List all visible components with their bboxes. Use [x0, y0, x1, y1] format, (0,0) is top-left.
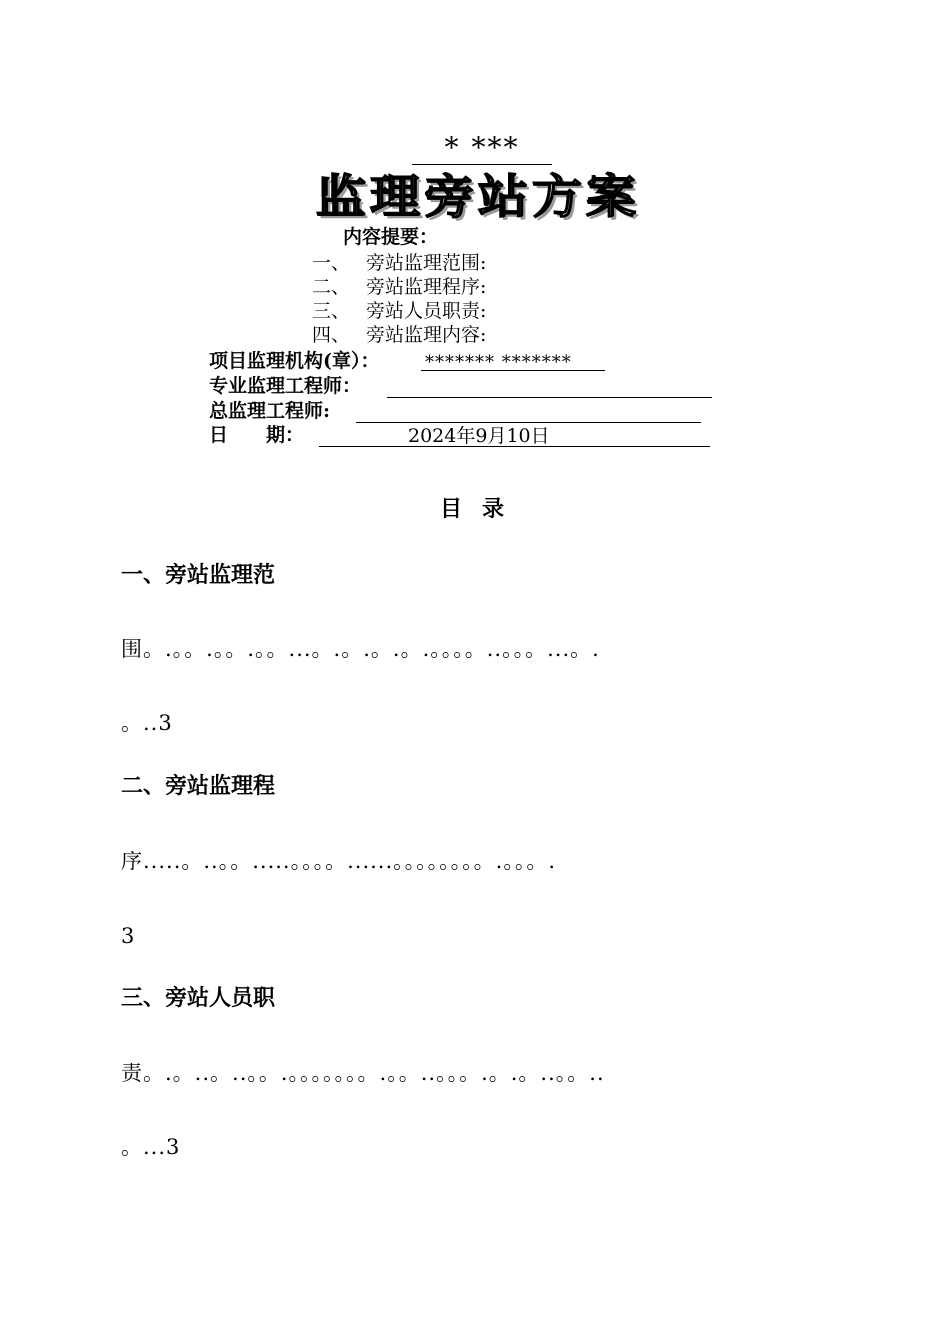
- date-field-value: 2024年9月10日: [408, 425, 550, 447]
- chief-field-line: [356, 404, 701, 423]
- summary-item-text: 旁站监理程序:: [366, 276, 487, 298]
- summary-item-number: 三、: [312, 300, 351, 322]
- main-title: 监理旁站方案: [316, 169, 640, 224]
- toc-entry-page: 。..3: [121, 713, 173, 734]
- toc-entry-leader: 序.....。..。。.....。。。。......。。。。。。。。.。。。.: [121, 851, 557, 872]
- org-field-value: ******* *******: [425, 352, 572, 373]
- summary-item: [312, 326, 486, 345]
- summary-item: [312, 278, 486, 297]
- toc-entry-page: 3: [121, 926, 136, 947]
- toc-entry-leader: 围。.。。.。。.。。...。.。.。.。.。。。。..。。。...。.: [121, 639, 600, 660]
- engineer-field-line: [387, 379, 712, 398]
- toc-entry-page: 。...3: [121, 1137, 181, 1158]
- summary-item-number: 一、: [312, 252, 351, 274]
- toc-entry-heading: 二、旁站监理程: [121, 773, 276, 799]
- summary-item: [312, 302, 486, 321]
- org-field-label: 项目监理机构(章）：: [209, 350, 380, 372]
- summary-item-number: 四、: [312, 324, 351, 346]
- title-stars: * ***: [412, 134, 552, 165]
- toc-entry-heading: 一、旁站监理范: [121, 562, 276, 588]
- summary-item-text: 旁站监理范围:: [366, 252, 487, 274]
- engineer-field-label: 专业监理工程师：: [209, 375, 362, 397]
- summary-item-text: 旁站监理内容:: [366, 324, 487, 346]
- toc-title: 目录: [440, 496, 525, 522]
- summary-heading: 内容提要：: [343, 226, 439, 248]
- toc-entry-heading: 三、旁站人员职: [121, 985, 276, 1011]
- summary-item-number: 二、: [312, 276, 351, 298]
- summary-item-text: 旁站人员职责:: [366, 300, 487, 322]
- chief-field-label: 总监理工程师:: [209, 400, 331, 422]
- date-field-label: 日 期：: [209, 424, 305, 446]
- toc-entry-leader: 责。.。..。..。。.。。。。。。。.。。..。。。.。.。..。。..: [121, 1063, 605, 1084]
- summary-item: [312, 254, 486, 273]
